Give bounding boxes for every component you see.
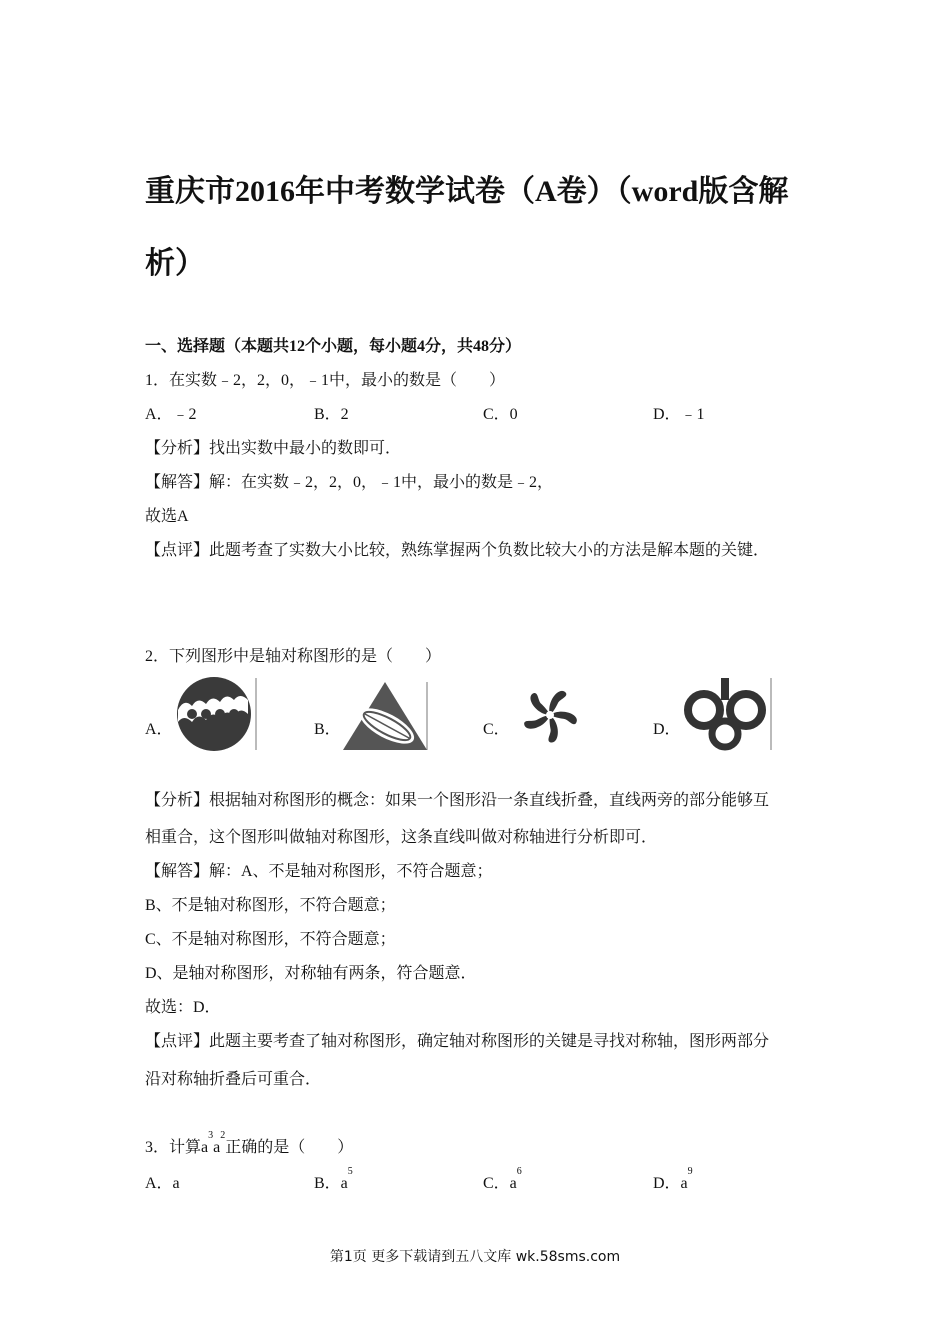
- q2-option-c-label: C．: [483, 721, 510, 738]
- q2-answer-line4: D、是轴对称图形，对称轴有两条，符合题意．: [145, 965, 477, 982]
- q2-analysis-line2: 相重合，这个图形叫做轴对称图形，这条直线叫做对称轴进行分析即可．: [145, 829, 658, 846]
- q3-option-b: B．$a^5$: [314, 1166, 353, 1192]
- q2-answer-line1: 【解答】解：A、不是轴对称图形，不符合题意；: [145, 863, 493, 880]
- q2-option-a-label: A．: [145, 721, 173, 738]
- q2-option-d-label: D．: [653, 721, 681, 738]
- document-title-line1: 重庆市2016年中考数学试卷（A卷）（word版含解: [145, 175, 789, 208]
- q1-choice: 故选A: [145, 508, 189, 525]
- section-heading: 一、选择题（本题共12个小题，每小题4分，共48分）: [145, 338, 522, 355]
- q2-choice: 故选：D．: [145, 999, 221, 1016]
- q2-option-b-label: B．: [314, 721, 341, 738]
- q3-option-a: A．a: [145, 1175, 180, 1192]
- waves-circle-figure-icon: [170, 676, 258, 752]
- q1-answer: 【解答】解：在实数﹣2，2，0，﹣1中，最小的数是﹣2，: [145, 474, 554, 491]
- q3-option-d: D．$a^9$: [653, 1166, 693, 1192]
- q2-answer-line2: B、不是轴对称图形，不符合题意；: [145, 897, 396, 914]
- q1-comment: 【点评】此题考查了实数大小比较，熟练掌握两个负数比较大小的方法是解本题的关键．: [145, 542, 770, 559]
- page-footer: 第1页 更多下载请到五八文库 wk.58sms.com: [329, 1249, 621, 1265]
- triangle-leaf-figure-icon: [341, 680, 429, 752]
- three-circles-figure-icon: [680, 676, 772, 752]
- q1-option-d: D．﹣1: [653, 406, 705, 423]
- q2-answer-line3: C、不是轴对称图形，不符合题意；: [145, 931, 396, 948]
- q3-option-c: C．$a^6$: [483, 1166, 522, 1192]
- document-title-line2: 析）: [145, 247, 205, 280]
- q3-stem: 3．计算$a^3a^2$正确的是（ ）: [145, 1130, 354, 1156]
- q2-comment-line1: 【点评】此题主要考查了轴对称图形，确定轴对称图形的关键是寻找对称轴，图形两部分: [145, 1033, 770, 1050]
- q2-stem: 2．下列图形中是轴对称图形的是（ ）: [145, 648, 442, 665]
- q1-option-b: B．2: [314, 406, 349, 423]
- q2-analysis-line1: 【分析】根据轴对称图形的概念：如果一个图形沿一条直线折叠，直线两旁的部分能够互: [145, 792, 770, 809]
- q2-comment-line2: 沿对称轴折叠后可重合．: [145, 1071, 322, 1088]
- q1-analysis: 【分析】找出实数中最小的数即可．: [145, 440, 402, 457]
- q1-option-a: A．﹣2: [145, 406, 197, 423]
- q1-stem: 1．在实数﹣2，2，0，﹣1中，最小的数是（ ）: [145, 372, 506, 389]
- swirl-flower-figure-icon: [509, 678, 591, 752]
- q1-option-c: C．0: [483, 406, 518, 423]
